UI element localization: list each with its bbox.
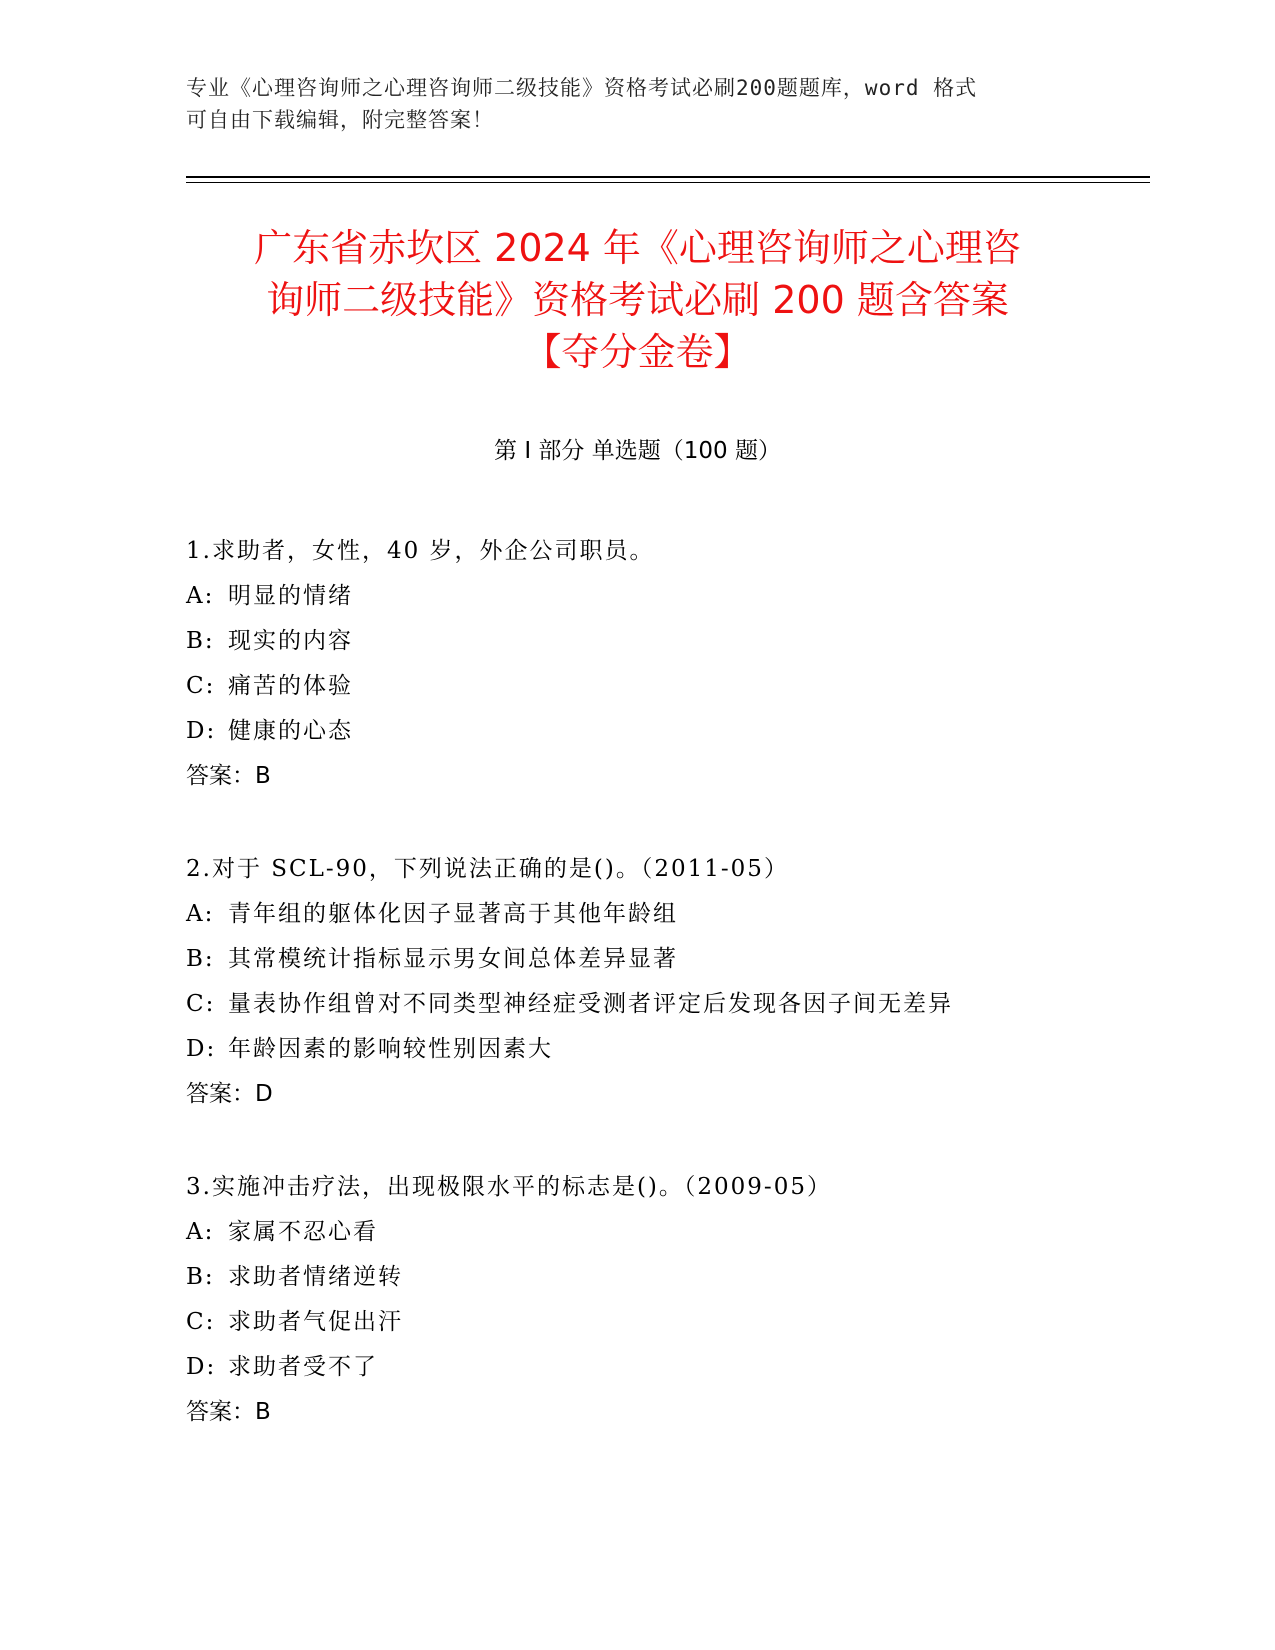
option-key: D: — [186, 1036, 217, 1062]
question-list — [186, 529, 1126, 1483]
option-key: D: — [186, 718, 217, 744]
option-key: C: — [186, 1309, 216, 1335]
title-line-1: 广东省赤坎区 2024 年《心理咨询师之心理咨 — [254, 226, 1021, 270]
header-divider-thin — [186, 182, 1150, 183]
header-note-line-2: 可自由下载编辑，附完整答案！ — [186, 108, 494, 132]
option-b — [186, 619, 1126, 664]
option-text: 明显的情绪 — [228, 583, 353, 609]
question-3 — [186, 1165, 1126, 1435]
option-key: B: — [186, 1264, 215, 1290]
header-divider-thick — [186, 176, 1150, 178]
option-text: 家属不忍心看 — [228, 1219, 378, 1245]
title-line-2: 询师二级技能》资格考试必刷 200 题含答案 — [266, 278, 1009, 322]
option-text: 求助者受不了 — [228, 1354, 378, 1380]
option-key: C: — [186, 991, 216, 1017]
header-note — [186, 72, 1086, 136]
option-d — [186, 1345, 1126, 1390]
option-text: 求助者气促出汗 — [228, 1309, 403, 1335]
option-a — [186, 574, 1126, 619]
question-stem: 3.实施冲击疗法，出现极限水平的标志是()。（2009-05） — [186, 1174, 832, 1200]
option-key: B: — [186, 946, 215, 972]
option-text: 求助者情绪逆转 — [228, 1264, 403, 1290]
option-key: A: — [186, 583, 215, 609]
document-title — [160, 222, 1115, 378]
question-1 — [186, 529, 1126, 799]
option-d — [186, 709, 1126, 754]
option-text: 青年组的躯体化因子显著高于其他年龄组 — [228, 901, 678, 927]
option-key: B: — [186, 628, 215, 654]
option-text: 其常模统计指标显示男女间总体差异显著 — [228, 946, 678, 972]
option-text: 现实的内容 — [228, 628, 353, 654]
option-c — [186, 1300, 1126, 1345]
option-key: A: — [186, 1219, 215, 1245]
header-note-line-1: 专业《心理咨询师之心理咨询师二级技能》资格考试必刷200题题库，word 格式 — [186, 76, 978, 100]
option-c — [186, 664, 1126, 709]
section-heading: 第 I 部分 单选题（100 题） — [494, 438, 781, 464]
option-b — [186, 1255, 1126, 1300]
option-b — [186, 937, 1126, 982]
option-text: 健康的心态 — [228, 718, 353, 744]
option-a — [186, 892, 1126, 937]
answer: 答案：B — [186, 763, 271, 789]
answer: 答案：B — [186, 1399, 271, 1425]
option-key: A: — [186, 901, 215, 927]
option-d — [186, 1027, 1126, 1072]
option-key: C: — [186, 673, 216, 699]
question-stem: 1.求助者，女性，40 岁，外企公司职员。 — [186, 538, 655, 564]
option-a — [186, 1210, 1126, 1255]
option-key: D: — [186, 1354, 217, 1380]
title-line-3: 【夺分金卷】 — [523, 330, 752, 374]
question-2 — [186, 847, 1126, 1117]
question-stem: 2.对于 SCL-90，下列说法正确的是()。（2011-05） — [186, 856, 789, 882]
option-text: 量表协作组曾对不同类型神经症受测者评定后发现各因子间无差异 — [228, 991, 953, 1017]
answer: 答案：D — [186, 1081, 273, 1107]
option-text: 痛苦的体验 — [228, 673, 353, 699]
option-c — [186, 982, 1126, 1027]
option-text: 年龄因素的影响较性别因素大 — [228, 1036, 553, 1062]
